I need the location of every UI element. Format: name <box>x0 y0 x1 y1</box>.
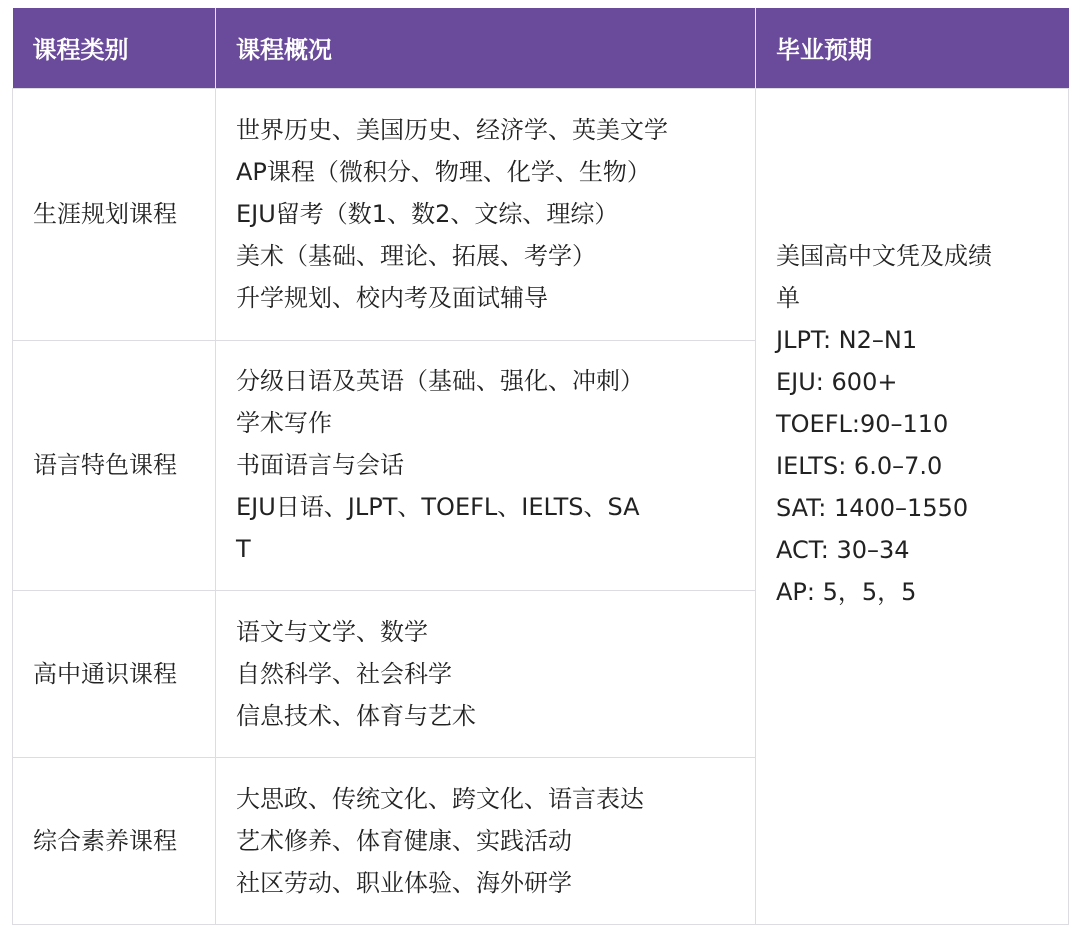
category-cell <box>13 757 216 924</box>
category-cell <box>13 88 216 340</box>
graduation-line: JLPT: N2–N1 <box>776 325 918 354</box>
overview-line: 分级日语及英语（基础、强化、冲刺） <box>236 367 644 395</box>
header-overview: 课程概况 <box>216 8 756 88</box>
table-row <box>13 88 1069 340</box>
graduation-line: TOEFL:90–110 <box>776 409 949 438</box>
graduation-line: AP: 5，5，5 <box>776 577 917 606</box>
overview-cell <box>216 757 756 924</box>
category-label: 语言特色课程 <box>33 451 177 479</box>
graduation-line: 美国高中文凭及成绩 <box>776 241 992 270</box>
overview-line: 语文与文学、数学 <box>236 617 428 646</box>
graduation-line: EJU: 600+ <box>776 367 898 396</box>
overview-cell <box>216 88 756 340</box>
overview-line: 书面语言与会话 <box>236 451 404 479</box>
curriculum-table-container <box>12 8 1068 925</box>
overview-cell <box>216 340 756 590</box>
overview-line: AP课程（微积分、物理、化学、生物） <box>236 158 651 186</box>
graduation-line: IELTS: 6.0–7.0 <box>776 451 943 480</box>
graduation-line: 单 <box>776 283 800 312</box>
overview-line: EJU留考（数1、数2、文综、理综） <box>236 200 619 228</box>
overview-line: EJU日语、JLPT、TOEFL、IELTS、SA <box>236 493 640 521</box>
overview-line: 升学规划、校内考及面试辅导 <box>236 284 548 312</box>
category-label: 综合素养课程 <box>33 826 177 855</box>
category-label: 生涯规划课程 <box>33 200 177 228</box>
category-cell <box>13 340 216 590</box>
category-label: 高中通识课程 <box>33 659 177 688</box>
overview-line: 美术（基础、理论、拓展、考学） <box>236 242 596 270</box>
overview-line: 世界历史、美国历史、经济学、英美文学 <box>236 116 668 144</box>
table-header-row <box>13 8 1069 88</box>
category-cell <box>13 590 216 757</box>
overview-line: T <box>236 535 251 563</box>
overview-cell <box>216 590 756 757</box>
overview-line: 艺术修养、体育健康、实践活动 <box>236 826 572 855</box>
graduation-line: SAT: 1400–1550 <box>776 493 969 522</box>
overview-line: 学术写作 <box>236 409 332 437</box>
curriculum-table <box>12 8 1069 925</box>
overview-line: 大思政、传统文化、跨文化、语言表达 <box>236 784 644 813</box>
header-category: 课程类别 <box>13 8 216 88</box>
overview-line: 自然科学、社会科学 <box>236 659 452 688</box>
graduation-cell <box>756 88 1069 924</box>
overview-line: 社区劳动、职业体验、海外研学 <box>236 868 572 897</box>
overview-line: 信息技术、体育与艺术 <box>236 701 476 730</box>
graduation-line: ACT: 30–34 <box>776 535 910 564</box>
header-graduation: 毕业预期 <box>756 8 1069 88</box>
